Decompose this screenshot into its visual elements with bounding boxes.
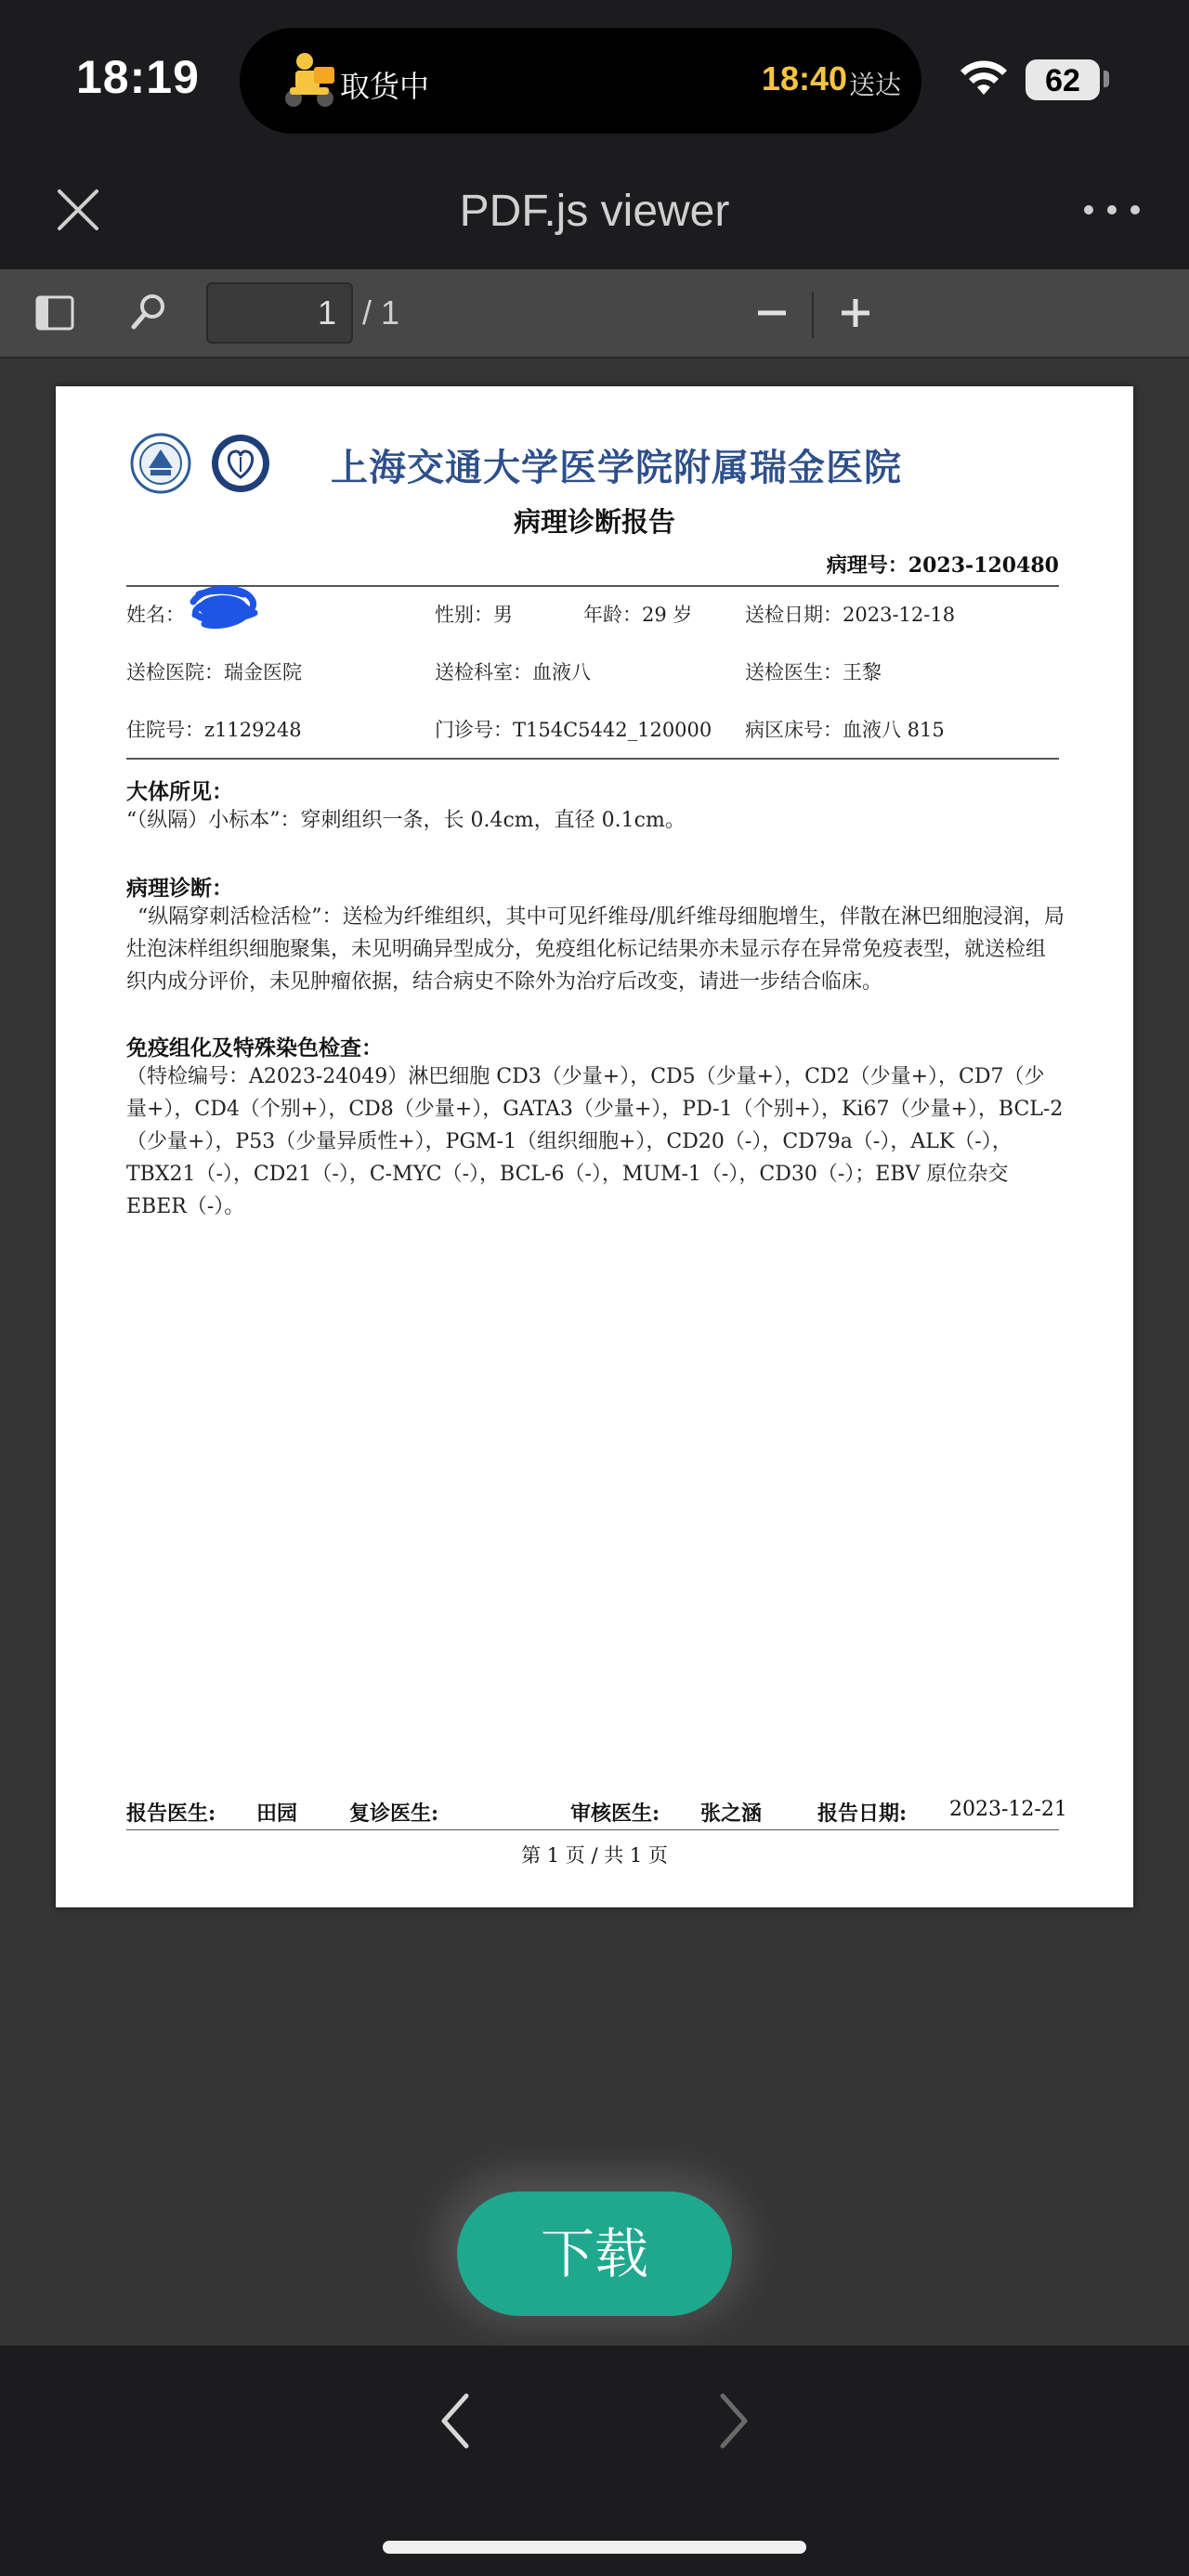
- status-bar: [0, 0, 1189, 158]
- sending-hospital-field: 送检医院：瑞金医院: [126, 661, 302, 683]
- status-time: 18:19: [76, 51, 200, 103]
- zoom-out-icon[interactable]: [751, 292, 793, 334]
- forward-icon[interactable]: [710, 2388, 756, 2453]
- wifi-icon: [957, 58, 1011, 98]
- battery-level: 62: [1045, 63, 1080, 98]
- date-sent-field: 送检日期：2023-12-18: [745, 604, 956, 626]
- redaction-scribble: [186, 581, 262, 635]
- gross-section-text: “（纵隔）小标本”：穿刺组织一条，长 0.4cm，直径 0.1cm。: [126, 809, 686, 832]
- divider: [126, 585, 1059, 587]
- ward-bed-field: 病区床号：血液八 815: [745, 719, 945, 741]
- hospital-name: 上海交通大学医学院附属瑞金医院: [331, 446, 902, 489]
- audit-doctor: 张之涵: [700, 1802, 763, 1826]
- ihc-section-title: 免疫组化及特殊染色检查：: [126, 1035, 383, 1060]
- battery-indicator: [1026, 59, 1100, 100]
- report-doctor-label: 报告医生:: [126, 1802, 216, 1826]
- delivery-eta: 18:40: [761, 59, 847, 98]
- diagnosis-section-text: “纵隔穿刺活检活检”：送检为纤维组织，其中可见纤维母/肌纤维母细胞增生，伴散在淋巴细胞浸润，局灶泡沫样组织细胞聚集，未见明确异型成分，免疫组化标记结果亦未显示存在异常免疫表型，就送检组织内成分评价，未见肿瘤依据，结合病史不除外为治疗后改变，请进一步结合临床。: [126, 905, 1065, 994]
- audit-doctor-label: 审核医生:: [570, 1802, 660, 1826]
- page-title: PDF.js viewer: [459, 187, 730, 236]
- sending-doctor-field: 送检医生：王黎: [745, 661, 882, 683]
- zoom-in-icon[interactable]: [834, 292, 877, 334]
- report-date-label: 报告日期:: [817, 1802, 908, 1826]
- dynamic-island[interactable]: [240, 28, 921, 134]
- age-field: 年龄：29 岁: [583, 604, 693, 626]
- diagnosis-section-title: 病理诊断：: [126, 876, 233, 901]
- report-date: 2023-12-21: [949, 1798, 1067, 1821]
- department-field: 送检科室：血液八: [435, 661, 591, 683]
- divider: [126, 758, 1059, 760]
- search-icon[interactable]: [128, 290, 171, 332]
- university-seal-logo: [130, 433, 191, 494]
- hospital-logo: [210, 433, 271, 494]
- review-doctor-label: 复诊医生:: [349, 1802, 439, 1826]
- patient-name-label: 姓名：: [126, 604, 185, 626]
- home-indicator[interactable]: [383, 2541, 806, 2554]
- inpatient-number-field: 住院号：z1129248: [126, 719, 302, 741]
- delivery-rider-icon: [277, 48, 342, 113]
- pathology-number: 病理号：2023-120480: [826, 553, 1059, 578]
- back-icon[interactable]: [433, 2388, 479, 2453]
- page-total: / 1: [362, 293, 400, 332]
- pdf-toolbar: [0, 269, 1189, 358]
- divider: [126, 1829, 1059, 1830]
- report-title: 病理诊断报告: [513, 506, 675, 538]
- more-options-icon[interactable]: [1079, 191, 1144, 228]
- outpatient-number-field: 门诊号：T154C5442_120000: [435, 719, 712, 741]
- delivery-status: 取货中: [340, 70, 430, 103]
- gross-section-title: 大体所见：: [126, 779, 233, 804]
- battery-tip: [1104, 71, 1109, 87]
- page-counter: 第 1 页 / 共 1 页: [521, 1844, 668, 1867]
- bottom-bar: [0, 2346, 1189, 2576]
- gender-field: 性别：男: [435, 604, 513, 626]
- report-doctor: 田园: [256, 1802, 298, 1826]
- delivery-eta-label: 送达: [848, 71, 901, 99]
- pdf-page: [56, 386, 1133, 1907]
- page-number-input[interactable]: [206, 282, 353, 344]
- ihc-section-text: （特检编号：A2023-24049）淋巴细胞 CD3（少量+），CD5（少量+），CD2（少量+），CD7（少量+），CD4（个别+），CD8（少量+），GATA3（少量+），PD-1（个别+），Ki67（少量+），BCL-2（少量+），P53（少量异质性+），PGM-1（组织细胞+），CD20（-），CD79a（-），ALK（-），TBX21（-），CD21（-），C-MYC（-），BCL-6（-），MUM-1（-），CD30（-）；EBV 原位杂交 EBER（-）。: [126, 1065, 1064, 1218]
- nav-bar: [0, 158, 1189, 269]
- toolbar-separator: [812, 292, 814, 338]
- download-button[interactable]: 下载: [457, 2192, 732, 2316]
- sidebar-toggle-icon[interactable]: [33, 292, 76, 334]
- pdf-viewer[interactable]: [0, 358, 1189, 2346]
